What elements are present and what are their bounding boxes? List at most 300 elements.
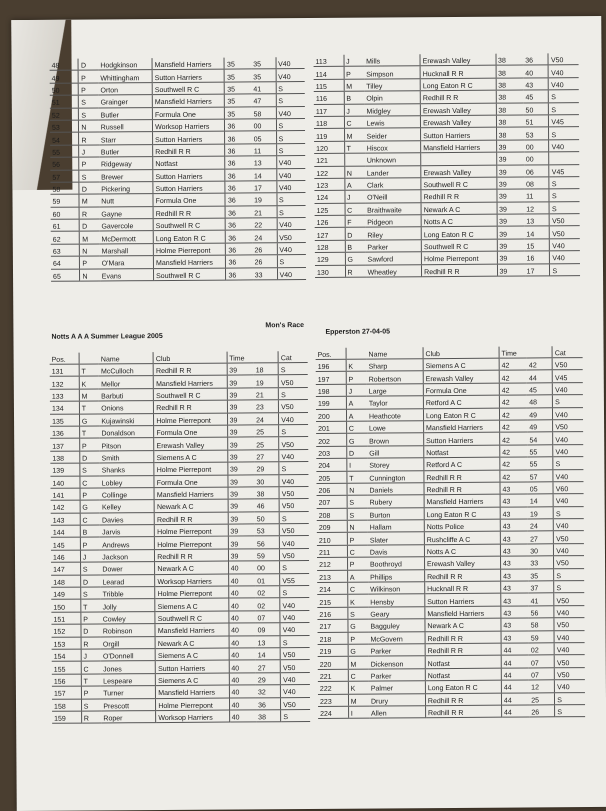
seconds-cell: 48 xyxy=(527,395,553,408)
minutes-cell: 40 xyxy=(229,673,256,686)
initial-cell: P xyxy=(79,438,99,451)
club-cell: Holme Pierrepont xyxy=(155,537,228,550)
seconds-cell: 59 xyxy=(255,549,280,562)
pos-cell: 123 xyxy=(314,178,344,191)
initial-cell: B xyxy=(345,240,366,253)
minutes-cell: 42 xyxy=(500,445,528,458)
seconds-cell: 45 xyxy=(523,90,548,103)
seconds-cell: 27 xyxy=(254,449,279,462)
category-cell: S xyxy=(279,387,308,400)
initial-cell: D xyxy=(80,575,100,588)
minutes-cell: 35 xyxy=(225,106,252,119)
race-venue-date: Epperston 27-04-05 xyxy=(325,328,391,336)
surname-cell: Davis xyxy=(368,545,425,558)
surname-cell: Jackson xyxy=(100,549,155,562)
club-cell: Siemens A C xyxy=(155,598,228,611)
minutes-cell: 39 xyxy=(227,388,254,401)
surname-cell: Nutt xyxy=(99,194,153,207)
pos-cell: 52 xyxy=(50,108,79,121)
club-cell: Erewash Valley xyxy=(154,437,227,450)
seconds-cell: 30 xyxy=(528,544,554,557)
pos-cell: 117 xyxy=(314,104,344,117)
pos-cell: 220 xyxy=(318,657,348,670)
surname-cell: Wheatley xyxy=(366,264,422,277)
surname-cell: Davies xyxy=(100,512,155,525)
category-cell: V40 xyxy=(276,156,305,169)
initial-cell: P xyxy=(80,256,100,269)
surname-cell: Onions xyxy=(99,401,154,414)
pos-cell: 65 xyxy=(51,269,80,282)
seconds-cell: 02 xyxy=(255,598,280,611)
initial-cell: J xyxy=(79,145,99,158)
minutes-cell: 39 xyxy=(497,226,525,239)
surname-cell: Slater xyxy=(368,532,425,545)
surname-cell: Brewer xyxy=(99,169,153,182)
pos-cell: 150 xyxy=(51,600,80,613)
seconds-cell: 50 xyxy=(523,102,548,115)
surname-cell: Whittingham xyxy=(98,70,152,83)
seconds-cell: 35 xyxy=(528,568,554,581)
pos-cell: 48 xyxy=(50,59,79,71)
surname-cell: Storey xyxy=(367,458,424,471)
seconds-cell: 09 xyxy=(256,623,281,636)
club-cell: Formula One xyxy=(154,425,227,438)
seconds-cell: 56 xyxy=(529,606,555,619)
seconds-cell xyxy=(254,351,279,363)
initial-cell: R xyxy=(81,711,101,724)
surname-cell: Taylor xyxy=(367,396,424,409)
seconds-cell: 13 xyxy=(252,156,276,169)
surname-cell: Dower xyxy=(100,562,155,575)
surname-cell: Kelley xyxy=(100,500,155,513)
pos-cell: 113 xyxy=(313,55,343,67)
minutes-cell: 44 xyxy=(501,693,529,706)
table-row xyxy=(52,709,310,723)
seconds-cell: 32 xyxy=(256,685,281,698)
category-cell: S xyxy=(549,90,579,103)
minutes-cell: Time xyxy=(499,346,527,358)
category-cell: S xyxy=(554,568,584,581)
category-cell: V50 xyxy=(281,697,310,710)
pos-cell: 198 xyxy=(316,384,346,397)
seconds-cell: 22 xyxy=(252,218,276,231)
club-cell: Siemens A C xyxy=(423,358,499,371)
initial-cell: M xyxy=(80,231,100,244)
initial-cell: R xyxy=(79,132,99,145)
club-cell: Erewash Valley xyxy=(421,115,496,128)
pos-cell: 219 xyxy=(318,644,348,657)
initial-cell xyxy=(346,348,367,360)
minutes-cell: 36 xyxy=(225,181,252,194)
club-cell: Mansfield Harriers xyxy=(154,375,227,388)
pos-cell: 135 xyxy=(50,414,79,427)
initial-cell: R xyxy=(79,207,99,220)
minutes-cell: 39 xyxy=(228,474,255,487)
minutes-cell: 39 xyxy=(227,375,254,388)
initial-cell: P xyxy=(81,612,101,625)
surname-cell: Large xyxy=(367,383,424,396)
pos-cell: 131 xyxy=(50,364,79,377)
category-cell: V50 xyxy=(554,593,584,606)
club-cell: Retford A C xyxy=(424,457,500,470)
pos-cell: 146 xyxy=(51,550,80,563)
club-cell: Erewash Valley xyxy=(420,103,495,116)
category-cell: V50 xyxy=(554,667,584,680)
club-cell: Erewash Valley xyxy=(423,371,499,384)
pos-cell: 133 xyxy=(50,389,79,402)
category-cell: V50 xyxy=(548,53,578,65)
surname-cell: Lowe xyxy=(367,421,424,434)
initial-cell: C xyxy=(81,661,101,674)
category-cell: S xyxy=(550,263,580,276)
surname-cell: Jones xyxy=(101,661,156,674)
seconds-cell: 21 xyxy=(252,205,276,218)
minutes-cell: 39 xyxy=(496,177,524,190)
pos-cell: 124 xyxy=(314,191,344,204)
initial-cell: K xyxy=(348,595,369,608)
surname-cell: Starr xyxy=(99,132,153,145)
initial-cell: T xyxy=(81,674,101,687)
seconds-cell: 33 xyxy=(253,267,277,280)
category-cell xyxy=(549,152,579,165)
surname-cell: Tribble xyxy=(101,587,156,600)
minutes-cell: 43 xyxy=(501,593,529,606)
seconds-cell: 14 xyxy=(524,226,549,239)
pos-cell: 62 xyxy=(51,232,80,245)
seconds-cell: 25 xyxy=(529,692,555,705)
minutes-cell: 43 xyxy=(500,519,528,532)
pos-cell: 144 xyxy=(51,525,80,538)
minutes-cell: 42 xyxy=(500,432,528,445)
category-cell: S xyxy=(277,255,306,268)
pos-cell: 120 xyxy=(314,141,344,154)
surname-cell: Barbuti xyxy=(99,388,154,401)
club-cell: Holme Pierrepont xyxy=(154,462,227,475)
surname-cell: Jarvis xyxy=(100,525,155,538)
minutes-cell: 40 xyxy=(228,586,255,599)
initial-cell: G xyxy=(346,433,367,446)
pos-cell: 218 xyxy=(318,632,348,645)
minutes-cell: 40 xyxy=(228,561,255,574)
category-cell: V40 xyxy=(553,494,583,507)
club-cell: Sutton Harriers xyxy=(153,181,225,194)
initial-cell: T xyxy=(79,364,99,377)
surname-cell: Sharp xyxy=(367,359,424,372)
initial-cell: A xyxy=(346,396,367,409)
category-cell: V50 xyxy=(554,618,584,631)
minutes-cell: 43 xyxy=(500,494,528,507)
seconds-cell: 38 xyxy=(256,710,281,723)
seconds-cell: 08 xyxy=(524,177,549,190)
pos-cell: 205 xyxy=(316,471,346,484)
initial-cell: G xyxy=(79,414,99,427)
initial-cell: S xyxy=(348,607,369,620)
pos-cell: 224 xyxy=(318,706,348,719)
initial-cell: J xyxy=(344,190,365,203)
initial-cell: T xyxy=(81,599,101,612)
club-cell: Mansfield Harriers xyxy=(152,58,224,70)
club-cell: Southwell R C xyxy=(154,388,227,401)
minutes-cell: 39 xyxy=(227,412,254,425)
initial-cell: S xyxy=(81,699,101,712)
seconds-cell: 36 xyxy=(256,697,281,710)
club-cell: Southwell R C xyxy=(152,82,224,95)
club-cell: Southwell R C xyxy=(421,177,496,190)
pos-cell: 203 xyxy=(316,446,346,459)
initial-cell: S xyxy=(347,508,368,521)
club-cell: Redhill R R xyxy=(155,549,228,562)
minutes-cell: 35 xyxy=(225,69,252,82)
surname-cell: Seider xyxy=(365,128,421,141)
seconds-cell: 59 xyxy=(529,630,555,643)
category-cell: S xyxy=(277,205,306,218)
pos-cell: 136 xyxy=(50,426,79,439)
initial-cell: I xyxy=(347,458,368,471)
initial-cell: A xyxy=(347,570,368,583)
category-cell: V50 xyxy=(280,548,309,561)
seconds-cell xyxy=(527,346,553,358)
category-cell: V40 xyxy=(277,218,306,231)
seconds-cell: 26 xyxy=(529,705,555,718)
initial-cell: S xyxy=(79,108,99,121)
club-cell: Redhill R R xyxy=(425,631,501,644)
pos-cell: Pos. xyxy=(50,353,79,365)
seconds-cell: 55 xyxy=(528,457,554,470)
initial-cell: M xyxy=(348,656,369,669)
category-cell: V60 xyxy=(553,481,583,494)
club-cell: Formula One xyxy=(423,383,499,396)
pos-cell: 222 xyxy=(318,681,348,694)
pos-cell: 140 xyxy=(50,476,79,489)
minutes-cell: 43 xyxy=(501,631,529,644)
club-cell: Long Eaton R C xyxy=(424,507,500,520)
minutes-cell: 39 xyxy=(497,264,525,277)
minutes-cell: 42 xyxy=(499,370,527,383)
surname-cell: Sawford xyxy=(365,252,421,265)
initial-cell: G xyxy=(348,644,369,657)
table-row xyxy=(51,267,306,281)
club-cell: Club xyxy=(153,352,226,364)
initial-cell: J xyxy=(344,104,365,117)
pos-cell: 64 xyxy=(51,256,80,269)
club-cell: Holme Pierrepont xyxy=(421,251,496,264)
surname-cell: O'Neill xyxy=(365,190,421,203)
category-cell: S xyxy=(555,705,585,718)
club-cell: Retford A C xyxy=(423,395,499,408)
initial-cell: M xyxy=(344,79,365,92)
seconds-cell: 38 xyxy=(255,487,280,500)
category-cell: V40 xyxy=(549,65,579,78)
surname-cell: Allen xyxy=(369,706,426,719)
seconds-cell: 16 xyxy=(525,251,550,264)
club-cell: Redhill R R xyxy=(154,400,227,413)
surname-cell: Parker xyxy=(365,240,421,253)
surname-cell: Evans xyxy=(100,268,154,281)
club-cell: Notfast xyxy=(425,668,501,681)
initial-cell: N xyxy=(344,166,365,179)
pos-cell: 114 xyxy=(314,67,344,80)
seconds-cell: 51 xyxy=(524,115,549,128)
club-cell: Club xyxy=(423,347,499,359)
minutes-cell: 36 xyxy=(225,193,252,206)
seconds-cell: 21 xyxy=(254,387,279,400)
pos-cell: 122 xyxy=(314,166,344,179)
surname-cell: Pidgeon xyxy=(365,215,421,228)
seconds-cell: 53 xyxy=(524,127,549,140)
initial-cell: P xyxy=(344,66,365,79)
surname-cell: Palmer xyxy=(369,681,426,694)
pos-cell: 60 xyxy=(51,207,80,220)
pos-cell: 202 xyxy=(316,434,346,447)
minutes-cell: 39 xyxy=(228,487,255,500)
surname-cell: Prescott xyxy=(101,698,156,711)
club-cell: Redhill R R xyxy=(425,705,501,718)
club-cell: Newark A C xyxy=(155,561,228,574)
seconds-cell: 01 xyxy=(255,573,280,586)
pos-cell: 212 xyxy=(317,557,347,570)
minutes-cell: 36 xyxy=(225,144,252,157)
pos-cell: 127 xyxy=(315,228,345,241)
club-cell: Siemens A C xyxy=(154,450,227,463)
category-cell: V45 xyxy=(552,370,582,383)
category-cell: V45 xyxy=(549,164,579,177)
initial-cell: N xyxy=(347,483,368,496)
category-cell: V50 xyxy=(280,647,309,660)
club-cell: Notts Police xyxy=(424,519,500,532)
seconds-cell: 49 xyxy=(527,407,553,420)
minutes-cell: 40 xyxy=(229,635,256,648)
seconds-cell: 00 xyxy=(524,140,549,153)
seconds-cell: 47 xyxy=(251,94,275,107)
surname-cell: Jolly xyxy=(101,599,156,612)
seconds-cell: 11 xyxy=(252,143,276,156)
category-cell: V50 xyxy=(279,524,308,537)
pos-cell: 56 xyxy=(50,157,79,170)
initial-cell: K xyxy=(79,376,99,389)
surname-cell: Riley xyxy=(365,227,421,240)
initial-cell: T xyxy=(79,401,99,414)
surname-cell: Shanks xyxy=(100,463,155,476)
seconds-cell: 23 xyxy=(254,400,279,413)
club-cell: Notfast xyxy=(425,656,501,669)
minutes-cell: 39 xyxy=(228,512,255,525)
seconds-cell: 36 xyxy=(523,53,548,65)
seconds-cell: 19 xyxy=(254,375,279,388)
results-table-bottom-left xyxy=(50,351,311,724)
pos-cell: 157 xyxy=(52,686,81,699)
club-cell: Southwell R C xyxy=(155,611,228,624)
club-cell: Redhill R R xyxy=(154,512,227,525)
surname-cell: Hiscox xyxy=(365,140,421,153)
surname-cell: Braithwaite xyxy=(365,202,421,215)
initial-cell: N xyxy=(347,520,368,533)
minutes-cell: 39 xyxy=(497,202,525,215)
seconds-cell: 18 xyxy=(254,363,279,376)
minutes-cell: 39 xyxy=(228,549,255,562)
minutes-cell: 36 xyxy=(225,119,252,132)
initial-cell: D xyxy=(345,228,366,241)
category-cell: S xyxy=(549,127,579,140)
category-cell: V50 xyxy=(554,655,584,668)
initial-cell: M xyxy=(79,194,99,207)
surname-cell: Bagguley xyxy=(368,619,425,632)
club-cell: Redhill R R xyxy=(424,482,500,495)
seconds-cell: 55 xyxy=(527,445,553,458)
pos-cell: 57 xyxy=(50,170,79,183)
initial-cell: C xyxy=(80,475,100,488)
seconds-cell: 33 xyxy=(528,556,554,569)
club-cell: Mansfield Harriers xyxy=(152,94,224,107)
surname-cell: Dickenson xyxy=(369,656,426,669)
surname-cell: Lespeare xyxy=(101,673,156,686)
pos-cell: 208 xyxy=(317,508,347,521)
club-cell: Mansfield Harriers xyxy=(423,420,499,433)
pos-cell: 143 xyxy=(51,513,80,526)
initial-cell: R xyxy=(345,265,366,278)
seconds-cell: 58 xyxy=(529,618,555,631)
initial-cell: J xyxy=(80,550,100,563)
category-cell: V40 xyxy=(553,519,583,532)
seconds-cell: 25 xyxy=(254,425,279,438)
category-cell: S xyxy=(280,635,309,648)
results-table-bottom-right xyxy=(316,346,586,719)
seconds-cell: 40 xyxy=(523,65,548,78)
category-cell: V40 xyxy=(553,407,583,420)
club-cell: Erewash Valley xyxy=(420,54,495,66)
initial-cell: D xyxy=(79,182,99,195)
category-cell: S xyxy=(276,81,305,94)
minutes-cell: 43 xyxy=(500,544,528,557)
initial-cell: J xyxy=(81,649,101,662)
category-cell: S xyxy=(549,177,579,190)
category-cell: V40 xyxy=(555,680,585,693)
surname-cell: Donaldson xyxy=(99,426,154,439)
surname-cell: Lewis xyxy=(365,116,421,129)
pos-cell: 118 xyxy=(314,116,344,129)
seconds-cell: 49 xyxy=(527,420,553,433)
minutes-cell: 40 xyxy=(229,648,256,661)
surname-cell: Cunnington xyxy=(367,470,424,483)
seconds-cell: 14 xyxy=(252,168,276,181)
category-cell: V40 xyxy=(553,444,583,457)
seconds-cell: 27 xyxy=(256,660,281,673)
category-cell: V40 xyxy=(554,543,584,556)
category-cell: S xyxy=(549,102,579,115)
surname-cell: Hodgkinson xyxy=(98,58,152,70)
initial-cell: A xyxy=(346,409,367,422)
minutes-cell: 43 xyxy=(500,531,528,544)
surname-cell: Mills xyxy=(364,54,420,66)
category-cell: V50 xyxy=(554,531,584,544)
results-table-top-left xyxy=(50,57,307,282)
surname-cell: Tilley xyxy=(364,78,420,91)
club-cell: Worksop Harriers xyxy=(153,119,225,132)
club-cell: Southwell R C xyxy=(421,239,496,252)
minutes-cell: Time xyxy=(227,351,254,363)
seconds-cell: 25 xyxy=(254,437,279,450)
club-cell: Siemens A C xyxy=(155,648,228,661)
pos-cell: 58 xyxy=(50,182,79,195)
seconds-cell: 30 xyxy=(254,474,279,487)
initial-cell: A xyxy=(344,178,365,191)
pos-cell: 216 xyxy=(317,607,347,620)
pos-cell: 206 xyxy=(316,483,346,496)
pos-cell: 155 xyxy=(52,661,81,674)
category-cell: S xyxy=(279,462,308,475)
club-cell: Erewash Valley xyxy=(421,165,496,178)
category-cell: S xyxy=(549,189,579,202)
initial-cell: J xyxy=(344,55,365,67)
